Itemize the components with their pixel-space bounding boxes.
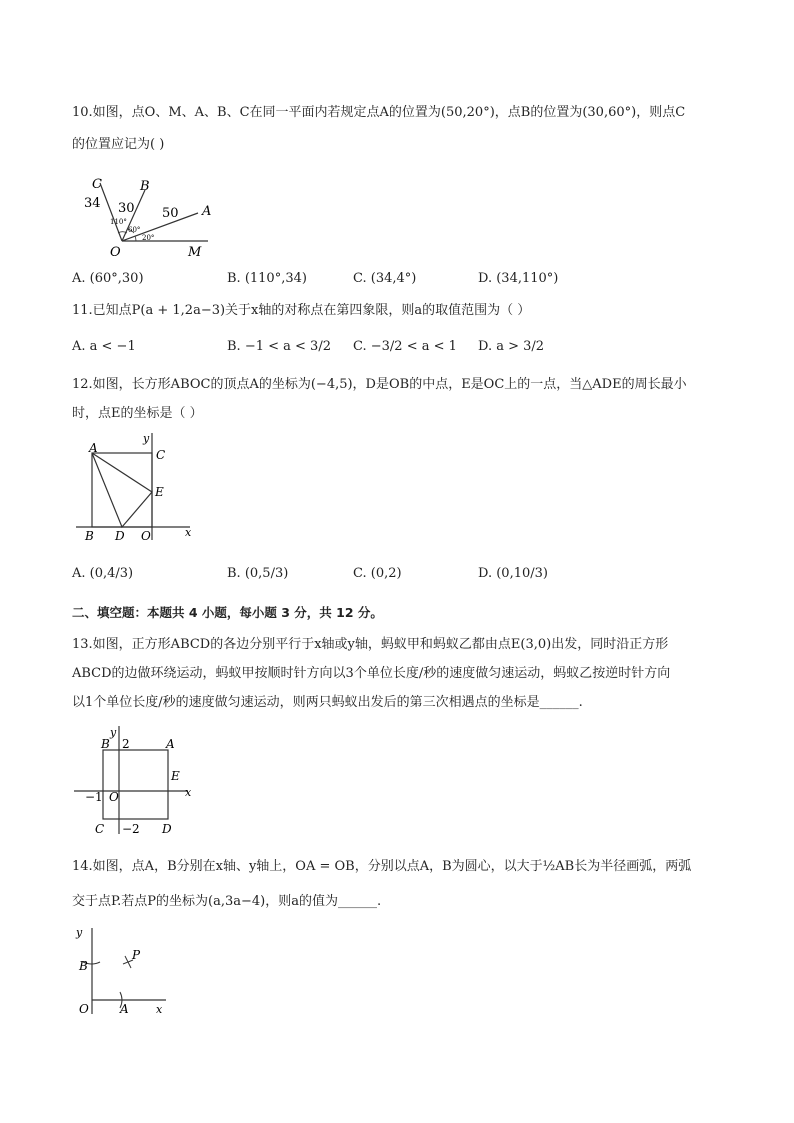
q11-option-a[interactable]: A. a < −1 — [72, 339, 136, 354]
q10-label-60: 60° — [128, 226, 141, 234]
q11-line1: 11.已知点P(a + 1,2a−3)关于x轴的对称点在第四象限，则a的取值范围为（ ） — [72, 303, 531, 318]
q13-label-neg1: −1 — [85, 790, 103, 804]
q13-label-neg2: −2 — [122, 822, 140, 836]
q12-label-y: y — [143, 432, 150, 445]
q12-option-b[interactable]: B. (0,5/3) — [227, 566, 289, 581]
q10-line2: 的位置应记为( ) — [72, 137, 165, 152]
q14-label-P: P — [132, 948, 141, 962]
q12-label-O: O — [141, 529, 151, 543]
q12-label-D: D — [115, 529, 125, 543]
q10-label-30: 30 — [118, 201, 135, 216]
q10-label-C: C — [92, 177, 102, 192]
q12-label-B: B — [85, 529, 94, 543]
q14-figure — [72, 922, 182, 1022]
q10-label-34: 34 — [84, 196, 101, 211]
q13-label-B: B — [101, 737, 110, 751]
q10-label-20: 20° — [142, 234, 155, 242]
q12-line1: 12.如图，长方形ABOC的顶点A的坐标为(−4,5)，D是OB的中点，E是OC上的一点，当△ADE的周长最小 — [72, 377, 687, 392]
q13-label-O: O — [109, 790, 119, 804]
q10-option-a[interactable]: A. (60°,30) — [72, 271, 144, 286]
q13-line1: 13.如图，正方形ABCD的各边分别平行于x轴或y轴，蚂蚁甲和蚂蚁乙都由点E(3,0)出发，同时沿正方形 — [72, 637, 669, 652]
q10-label-O: O — [110, 245, 121, 260]
q10-label-50: 50 — [162, 206, 179, 221]
q10-label-M: M — [188, 245, 202, 260]
q13-label-C: C — [95, 822, 105, 836]
q10-label-A: A — [202, 204, 212, 219]
q14-label-y: y — [76, 926, 83, 939]
q12-option-a[interactable]: A. (0,4/3) — [72, 566, 134, 581]
q10-option-c[interactable]: C. (34,4°) — [353, 271, 417, 286]
q12-label-E: E — [155, 485, 164, 499]
q14-line2: 交于点P.若点P的坐标为(a,3a−4)，则a的值为______. — [72, 894, 382, 909]
q13-label-D: D — [162, 822, 172, 836]
q14-label-B: B — [79, 959, 88, 973]
q11-option-c[interactable]: C. −3/2 < a < 1 — [353, 339, 457, 354]
q12-line2: 时，点E的坐标是（ ） — [72, 406, 203, 421]
q12-option-c[interactable]: C. (0,2) — [353, 566, 402, 581]
q14-label-O: O — [79, 1002, 89, 1016]
q13-figure — [72, 722, 202, 840]
q14-label-A: A — [120, 1002, 129, 1016]
section-heading: 二、填空题：本题共 4 小题，每小题 3 分，共 12 分。 — [72, 605, 383, 620]
q14-line1: 14.如图，点A，B分别在x轴、y轴上，OA = OB，分别以点A，B为圆心，以大于½AB长为半径画弧，两弧 — [72, 859, 692, 874]
q12-figure — [72, 428, 202, 546]
q12-label-C: C — [156, 448, 166, 462]
q13-label-x: x — [185, 786, 192, 799]
q13-label-2: 2 — [122, 737, 130, 751]
q13-label-A: A — [166, 737, 175, 751]
q13-line3: 以1个单位长度/秒的速度做匀速运动，则两只蚂蚁出发后的第三次相遇点的坐标是______. — [72, 695, 583, 710]
q10-option-b[interactable]: B. (110°,34) — [227, 271, 307, 286]
q10-figure — [80, 170, 240, 265]
q10-option-d[interactable]: D. (34,110°) — [478, 271, 559, 286]
q10-line1: 10.如图，点O、M、A、B、C在同一平面内若规定点A的位置为(50,20°)，点B的位置为(30,60°)，则点C — [72, 105, 686, 120]
q10-label-110: 110° — [110, 218, 127, 226]
q13-line2: ABCD的边做环绕运动，蚂蚁甲按顺时针方向以3个单位长度/秒的速度做匀速运动，蚂蚁乙按逆时针方向 — [72, 666, 671, 681]
q10-label-B: B — [140, 179, 150, 194]
q11-option-d[interactable]: D. a > 3/2 — [478, 339, 545, 354]
q12-label-A: A — [89, 441, 98, 455]
q13-label-y: y — [110, 726, 117, 739]
q11-option-b[interactable]: B. −1 < a < 3/2 — [227, 339, 331, 354]
q12-label-x: x — [185, 526, 192, 539]
q12-option-d[interactable]: D. (0,10/3) — [478, 566, 548, 581]
q13-label-E: E — [171, 769, 180, 783]
q14-label-x: x — [156, 1003, 163, 1016]
